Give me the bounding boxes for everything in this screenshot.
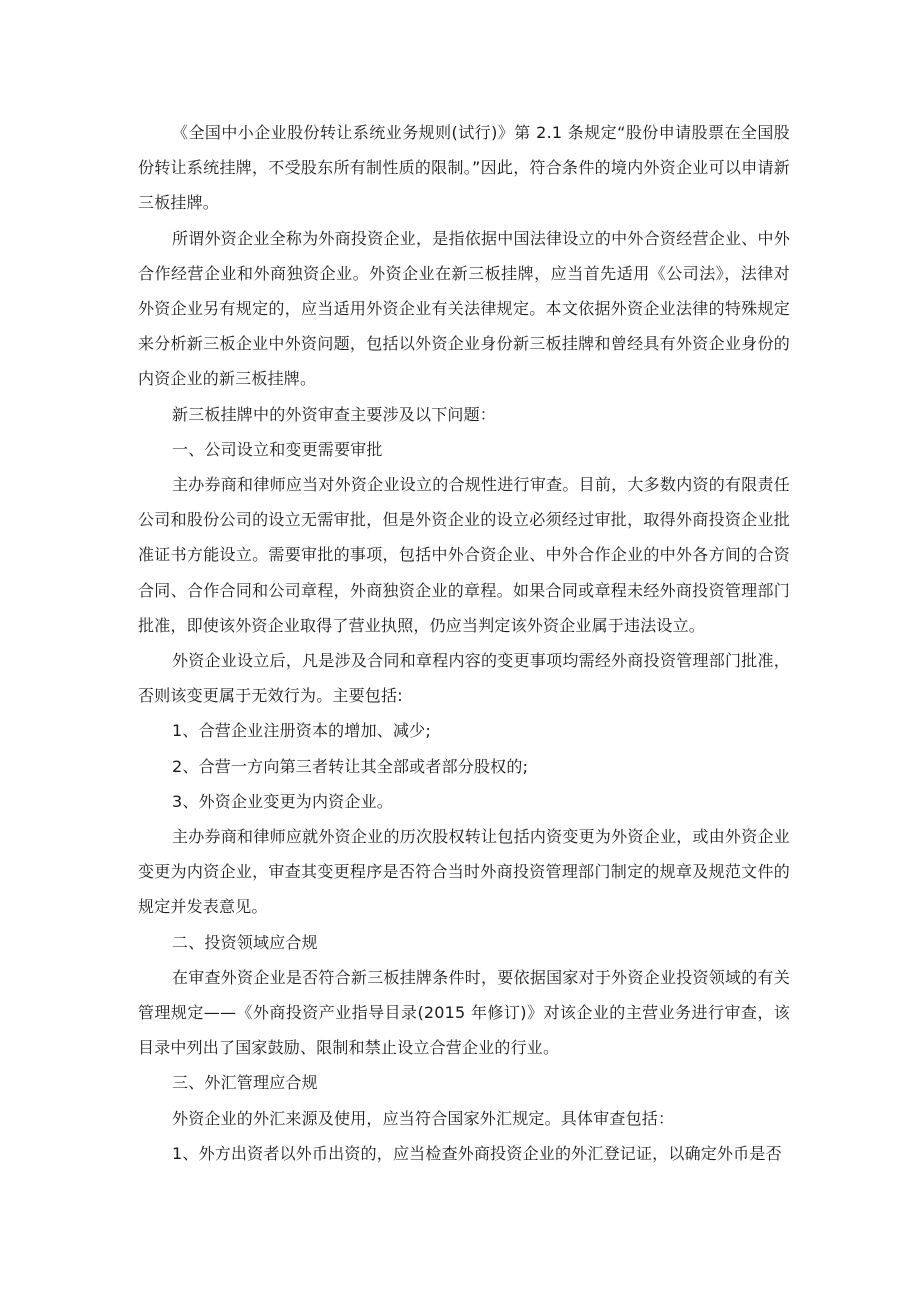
document-body — [138, 115, 790, 1171]
paragraph-intro: 《全国中小企业股份转让系统业务规则(试行)》第 2.1 条规定“股份申请股票在全国股份转让系统挂牌，不受股东所有制性质的限制。”因此，符合条件的境内外资企业可以申请新三板挂牌。 — [138, 123, 790, 213]
section-heading-approval: 一、公司设立和变更需要审批 — [172, 439, 383, 459]
paragraph-definition: 所谓外资企业全称为外商投资企业，是指依据中国法律设立的中外合资经营企业、中外合作经营企业和外商独资企业。外资企业在新三板挂牌，应当首先适用《公司法》，法律对外资企业另有规定的，应当适用外资企业有关法律规定。本文依据外资企业法律的特殊规定来分析新三板企业中外资问题，包括以外资企业身份新三板挂牌和曾经具有外资企业身份的内资企业的新三板挂牌。 — [138, 228, 790, 389]
list-item-change-1: 1、合营企业注册资本的增加、减少; — [172, 721, 431, 741]
paragraph-equity-transfer: 主办券商和律师应就外资企业的历次股权转让包括内资变更为外资企业，或由外资企业变更为内资企业，审查其变更程序是否符合当时外商投资管理部门制定的规章及规范文件的规定并发表意见。 — [138, 827, 790, 917]
list-item-forex-1: 1、外方出资者以外币出资的，应当检查外商投资企业的外汇登记证，以确定外币是否 — [172, 1143, 782, 1163]
paragraph-changes: 外资企业设立后，凡是涉及合同和章程内容的变更事项均需经外商投资管理部门批准，否则该变更属于无效行为。主要包括: — [138, 651, 790, 706]
paragraph-approval: 主办券商和律师应当对外资企业设立的合规性进行审查。目前，大多数内资的有限责任公司和股份公司的设立无需审批，但是外资企业的设立必须经过审批，取得外商投资企业批准证书方能设立。需要审批的事项，包括中外合资企业、中外合作企业的中外各方间的合资合同、合作合同和公司章程，外商独资企业的章程。如果合同或章程未经外商投资管理部门批准，即使该外资企业取得了营业执照，仍应当判定该外资企业属于违法设立。 — [138, 475, 790, 635]
section-heading-investment: 二、投资领域应合规 — [172, 932, 318, 952]
paragraph-investment: 在审查外资企业是否符合新三板挂牌条件时，要依据国家对于外资企业投资领域的有关管理规定——《外商投资产业指导目录(2015 年修订)》对该企业的主营业务进行审查，该目录中列出了国家鼓励、限制和禁止设立合营企业的行业。 — [138, 967, 790, 1058]
section-heading-forex: 三、外汇管理应合规 — [172, 1073, 318, 1093]
list-item-change-3: 3、外资企业变更为内资企业。 — [172, 791, 393, 811]
list-item-change-2: 2、合营一方向第三者转让其全部或者部分股权的; — [172, 756, 529, 776]
paragraph-issues-intro: 新三板挂牌中的外资审查主要涉及以下问题： — [172, 404, 497, 424]
paragraph-forex: 外资企业的外汇来源及使用，应当符合国家外汇规定。具体审查包括： — [172, 1108, 675, 1128]
